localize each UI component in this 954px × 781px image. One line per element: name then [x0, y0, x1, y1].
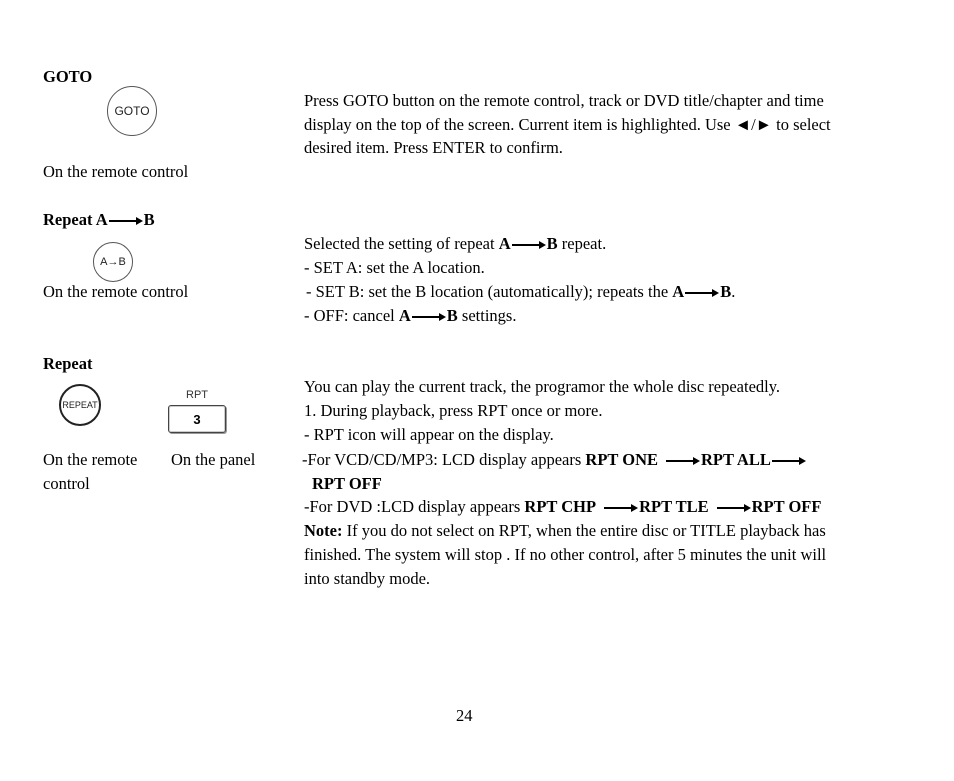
repeat-line-3: - RPT icon will appear on the display. [304, 425, 554, 444]
panel-rpt-label: RPT [186, 389, 208, 401]
bold-a: A [398, 306, 411, 325]
repeat-ab-heading-b: B [143, 210, 155, 229]
repeat-line-1: You can play the current track, the programor the whole disc repeatedly. [304, 377, 781, 396]
bold-b: B [446, 306, 458, 325]
right-arrow-icon [717, 504, 751, 512]
repeat-button-label: REPEAT [62, 400, 98, 410]
text-span: - OFF: cancel [304, 306, 399, 325]
repeat-button-icon [59, 384, 101, 426]
repeat-ab-line-2: - SET A: set the A location. [304, 258, 485, 277]
bold-a: A [672, 282, 685, 301]
goto-line-3: desired item. Press ENTER to confirm. [304, 138, 563, 157]
rpt-one: RPT ONE [585, 450, 658, 469]
repeat-caption-remote-1: On the remote [43, 450, 138, 469]
rpt-all: RPT ALL [701, 450, 771, 469]
repeat-ab-heading-a: Repeat A [43, 210, 108, 229]
panel-rpt-button-label: 3 [193, 411, 201, 427]
bold-b: B [720, 282, 732, 301]
repeat-ab-caption: On the remote control [43, 282, 189, 301]
page-number: 24 [456, 706, 473, 725]
repeat-ab-heading [43, 210, 155, 230]
note-line-1 [304, 521, 826, 541]
right-arrow-icon [412, 313, 446, 321]
text-span: If you do not select on RPT, when the entire disc or TITLE playback has [342, 521, 826, 540]
goto-button-icon [107, 86, 157, 136]
goto-button-label: GOTO [114, 104, 150, 118]
text-span: - SET B: set the B location (automatically); repeats the [306, 282, 673, 301]
ab-button-icon [93, 242, 133, 282]
right-arrow-icon [772, 457, 806, 465]
note-line-2: finished. The system will stop . If no other control, after 5 minutes the unit will [304, 545, 827, 564]
bold-a: A [498, 234, 511, 253]
rpt-chp: RPT CHP [524, 497, 597, 516]
text-span: Selected the setting of repeat [304, 234, 499, 253]
rpt-tle: RPT TLE [639, 497, 709, 516]
text-span: -For VCD/CD/MP3: LCD display appears [302, 450, 586, 469]
right-arrow-icon [604, 504, 638, 512]
repeat-heading: Repeat [43, 354, 93, 373]
text-span: . [731, 282, 736, 301]
right-arrow-icon [512, 241, 546, 249]
repeat-line-2: 1. During playback, press RPT once or more. [304, 401, 603, 420]
repeat-line-4 [302, 450, 807, 470]
goto-heading: GOTO [43, 67, 93, 86]
text-span: -For DVD :LCD display appears [304, 497, 525, 516]
bold-b: B [546, 234, 558, 253]
panel-rpt-button-icon [168, 405, 226, 433]
goto-caption: On the remote control [43, 162, 189, 181]
rpt-off: RPT OFF [751, 497, 822, 516]
note-line-3: into standby mode. [304, 569, 431, 588]
repeat-caption-remote-2: control [43, 474, 90, 493]
right-arrow-icon [666, 457, 700, 465]
text-span: settings. [457, 306, 517, 325]
repeat-line-5: RPT OFF [312, 474, 382, 493]
goto-line-2: display on the top of the screen. Current item is highlighted. Use ◄/► to select [304, 115, 831, 134]
note-label: Note: [304, 521, 343, 540]
right-arrow-icon [685, 289, 719, 297]
repeat-ab-line-1 [304, 234, 606, 254]
text-span: repeat. [557, 234, 607, 253]
repeat-ab-line-4 [304, 306, 516, 326]
goto-line-1: Press GOTO button on the remote control, track or DVD title/chapter and time [304, 91, 824, 110]
right-arrow-icon [109, 217, 143, 225]
repeat-line-6 [304, 497, 821, 517]
ab-button-label: A→B [100, 256, 126, 268]
repeat-ab-line-3 [306, 282, 735, 302]
repeat-caption-panel: On the panel [171, 450, 256, 469]
